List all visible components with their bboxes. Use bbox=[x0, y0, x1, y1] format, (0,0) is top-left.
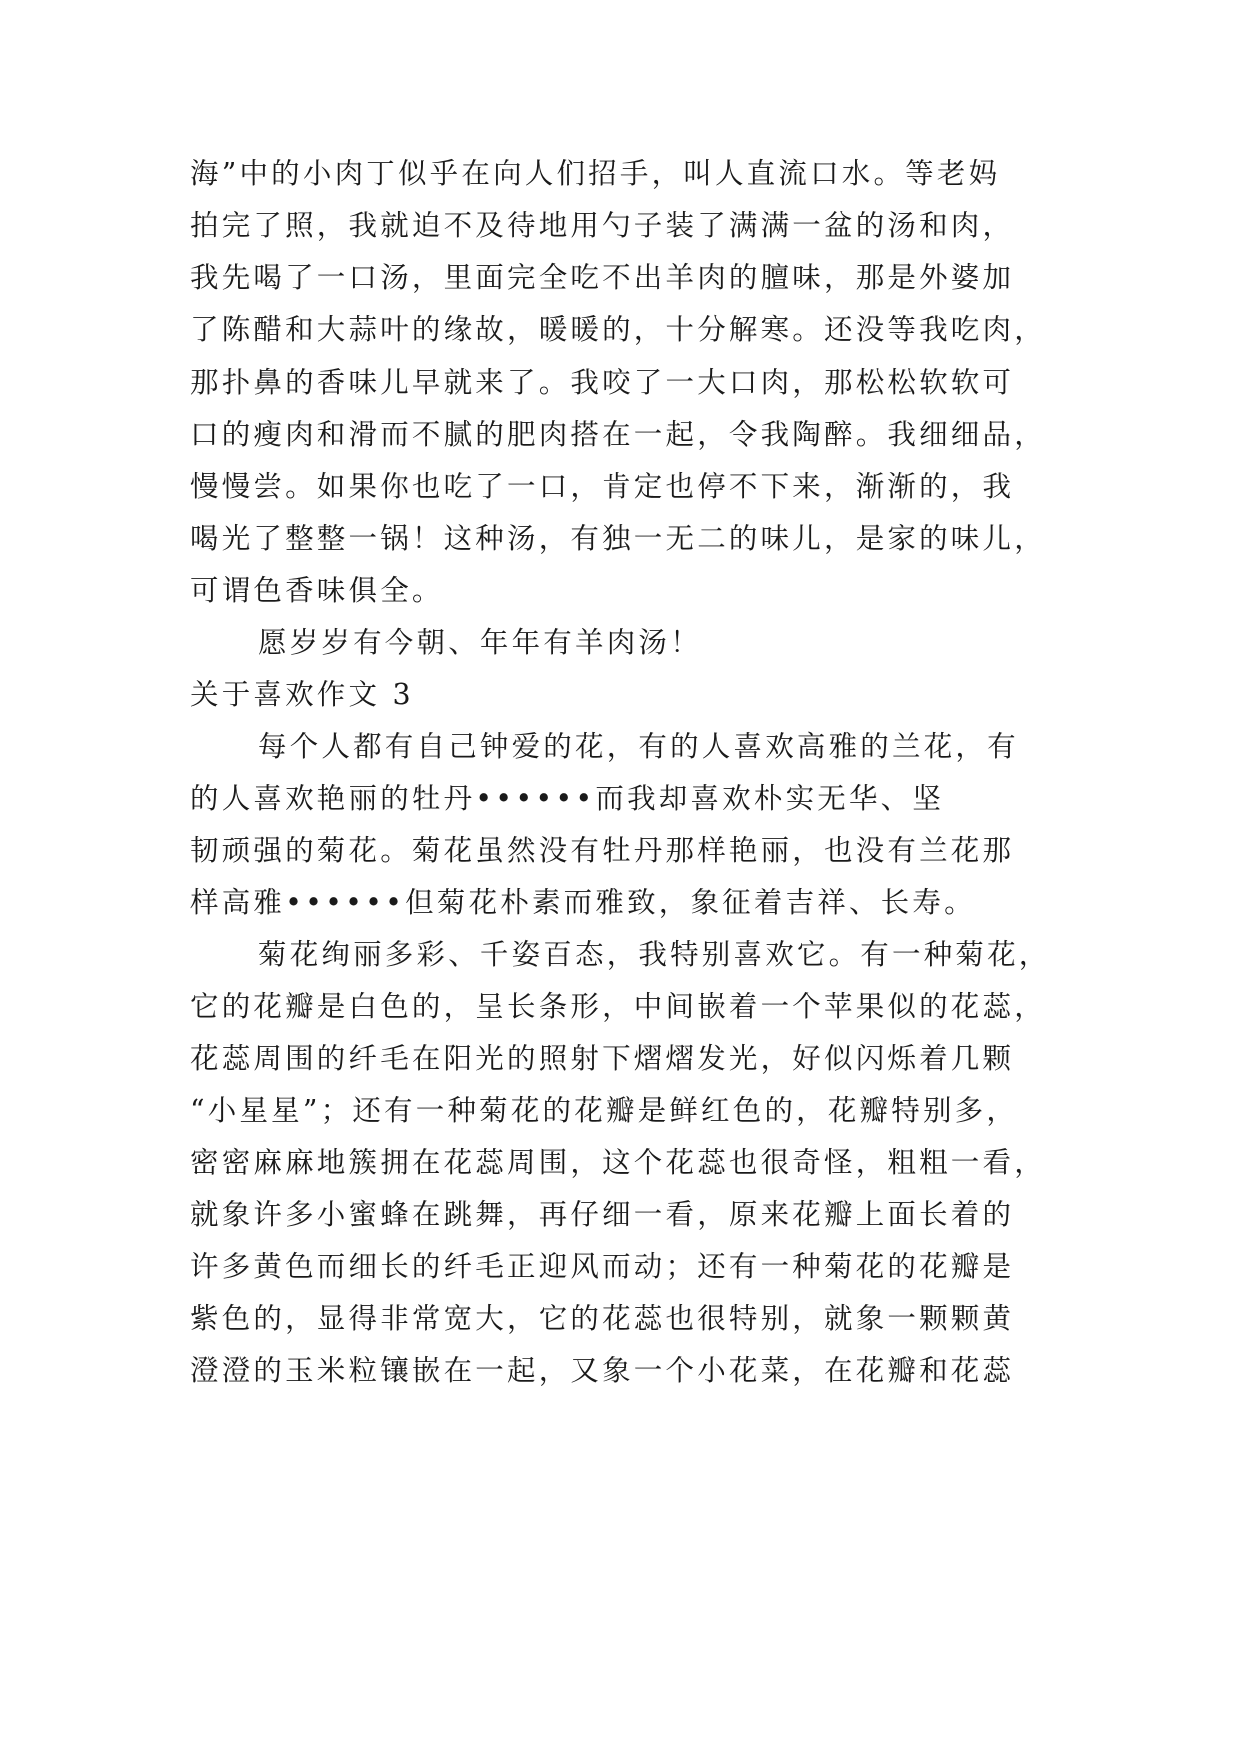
text-line: 每个人都有自己钟爱的花，有的人喜欢高雅的兰花，有 bbox=[258, 730, 1019, 763]
text-line: 密密麻麻地簇拥在花蕊周围，这个花蕊也很奇怪，粗粗一看， bbox=[190, 1146, 1046, 1179]
text-line: 样高雅••••••但菊花朴素而雅致，象征着吉祥、长寿。 bbox=[190, 886, 976, 919]
text-line: 拍完了照，我就迫不及待地用勺子装了满满一盆的汤和肉， bbox=[190, 209, 1015, 242]
text-line: 的人喜欢艳丽的牡丹••••••而我却喜欢朴实无华、坚 bbox=[190, 782, 945, 815]
text-line: 它的花瓣是白色的，呈长条形，中间嵌着一个苹果似的花蕊， bbox=[190, 990, 1046, 1023]
text-line: 菊花绚丽多彩、千姿百态，我特别喜欢它。有一种菊花， bbox=[258, 938, 1051, 971]
text-line: 就象许多小蜜蜂在跳舞，再仔细一看，原来花瓣上面长着的 bbox=[190, 1198, 1015, 1231]
text-line: 那扑鼻的香味儿早就来了。我咬了一大口肉，那松松软软可 bbox=[190, 366, 1015, 399]
text-line: 花蕊周围的纤毛在阳光的照射下熠熠发光，好似闪烁着几颗 bbox=[190, 1042, 1015, 1075]
text-line: 慢慢尝。如果你也吃了一口，肯定也停不下来，渐渐的，我 bbox=[190, 470, 1015, 503]
text-line: 海”中的小肉丁似乎在向人们招手，叫人直流口水。等老妈 bbox=[190, 157, 1001, 190]
text-line: 韧顽强的菊花。菊花虽然没有牡丹那样艳丽，也没有兰花那 bbox=[190, 834, 1015, 867]
text-line: 可谓色香味俱全。 bbox=[190, 574, 444, 607]
text-line: 口的瘦肉和滑而不腻的肥肉搭在一起，令我陶醉。我细细品， bbox=[190, 418, 1046, 451]
text-line: 喝光了整整一锅！这种汤，有独一无二的味儿，是家的味儿， bbox=[190, 522, 1046, 555]
text-line: 紫色的，显得非常宽大，它的花蕊也很特别，就象一颗颗黄 bbox=[190, 1302, 1015, 1335]
text-line: 许多黄色而细长的纤毛正迎风而动；还有一种菊花的花瓣是 bbox=[190, 1250, 1015, 1283]
text-line: 我先喝了一口汤，里面完全吃不出羊肉的膻味，那是外婆加 bbox=[190, 261, 1015, 294]
section-heading: 关于喜欢作文 3 bbox=[190, 678, 414, 711]
text-line: 澄澄的玉米粒镶嵌在一起，又象一个小花菜，在花瓣和花蕊 bbox=[190, 1354, 1015, 1387]
text-line: “小星星”；还有一种菊花的花瓣是鲜红色的，花瓣特别多， bbox=[190, 1094, 1019, 1127]
text-line: 愿岁岁有今朝、年年有羊肉汤！ bbox=[258, 626, 702, 659]
text-line: 了陈醋和大蒜叶的缘故，暖暖的，十分解寒。还没等我吃肉， bbox=[190, 313, 1046, 346]
